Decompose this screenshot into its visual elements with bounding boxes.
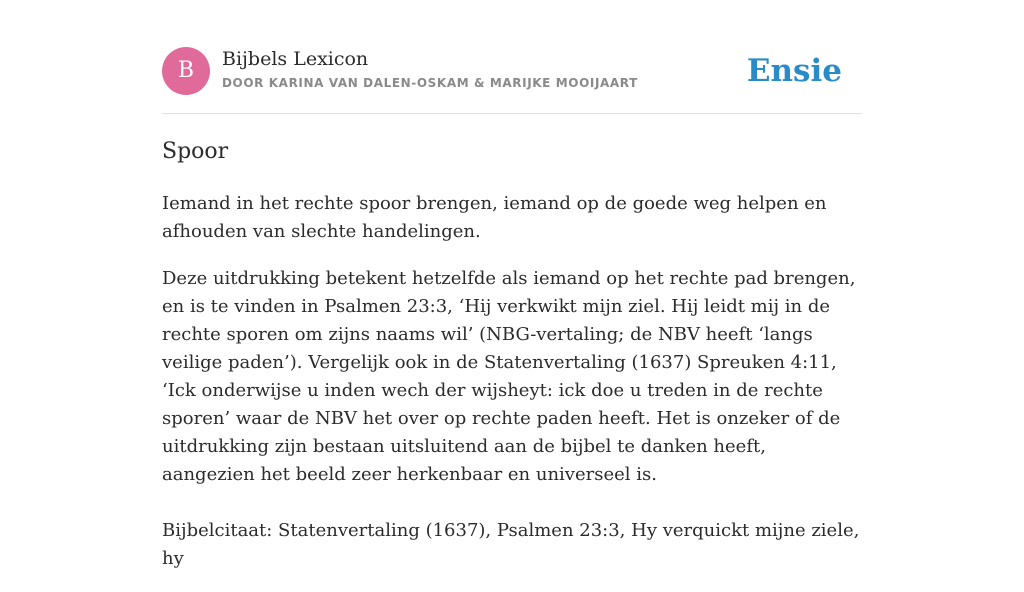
book-header (162, 47, 862, 95)
book-title[interactable]: Bijbels Lexicon (222, 48, 369, 70)
book-avatar[interactable]: B (162, 47, 210, 95)
entry-body (162, 190, 862, 592)
entry-definition: Iemand in het rechte spoor brengen, iemand op de goede weg helpen en afhouden van slechte handelingen. (162, 193, 827, 242)
article-page (162, 0, 862, 569)
entry-title: Spoor (162, 139, 229, 164)
ensie-logo[interactable]: Ensie (746, 53, 842, 89)
entry-explanation: Deze uitdrukking betekent hetzelfde als iemand op het rechte pad brengen, en is te vinden in Psalmen 23:3, ‘Hij verkwikt mijn ziel. Hij leidt mij in de rechte sporen om zijns naams wil’ (NBG-vertaling; de NBV heeft ‘langs veilige paden’). Vergelijk ook in de Statenvertaling (1637) Spreuken 4:11, ‘Ick onderwijse u inden wech der wijsheyt: ick doe u treden in de rechte sporen’ waar de NBV het over op rechte paden heeft. Het is onzeker of de uitdrukking zijn bestaan uitsluitend aan de bijbel te danken heeft, aangezien het beeld zeer herkenbaar en universeel is. (162, 268, 856, 485)
header-divider (162, 113, 862, 114)
book-authors: DOOR KARINA VAN DALEN-OSKAM & MARIJKE MOOIJAART (222, 76, 638, 90)
entry-citation: Bijbelcitaat: Statenvertaling (1637), Psalmen 23:3, Hy verquickt mijne ziele, hy (162, 520, 860, 569)
